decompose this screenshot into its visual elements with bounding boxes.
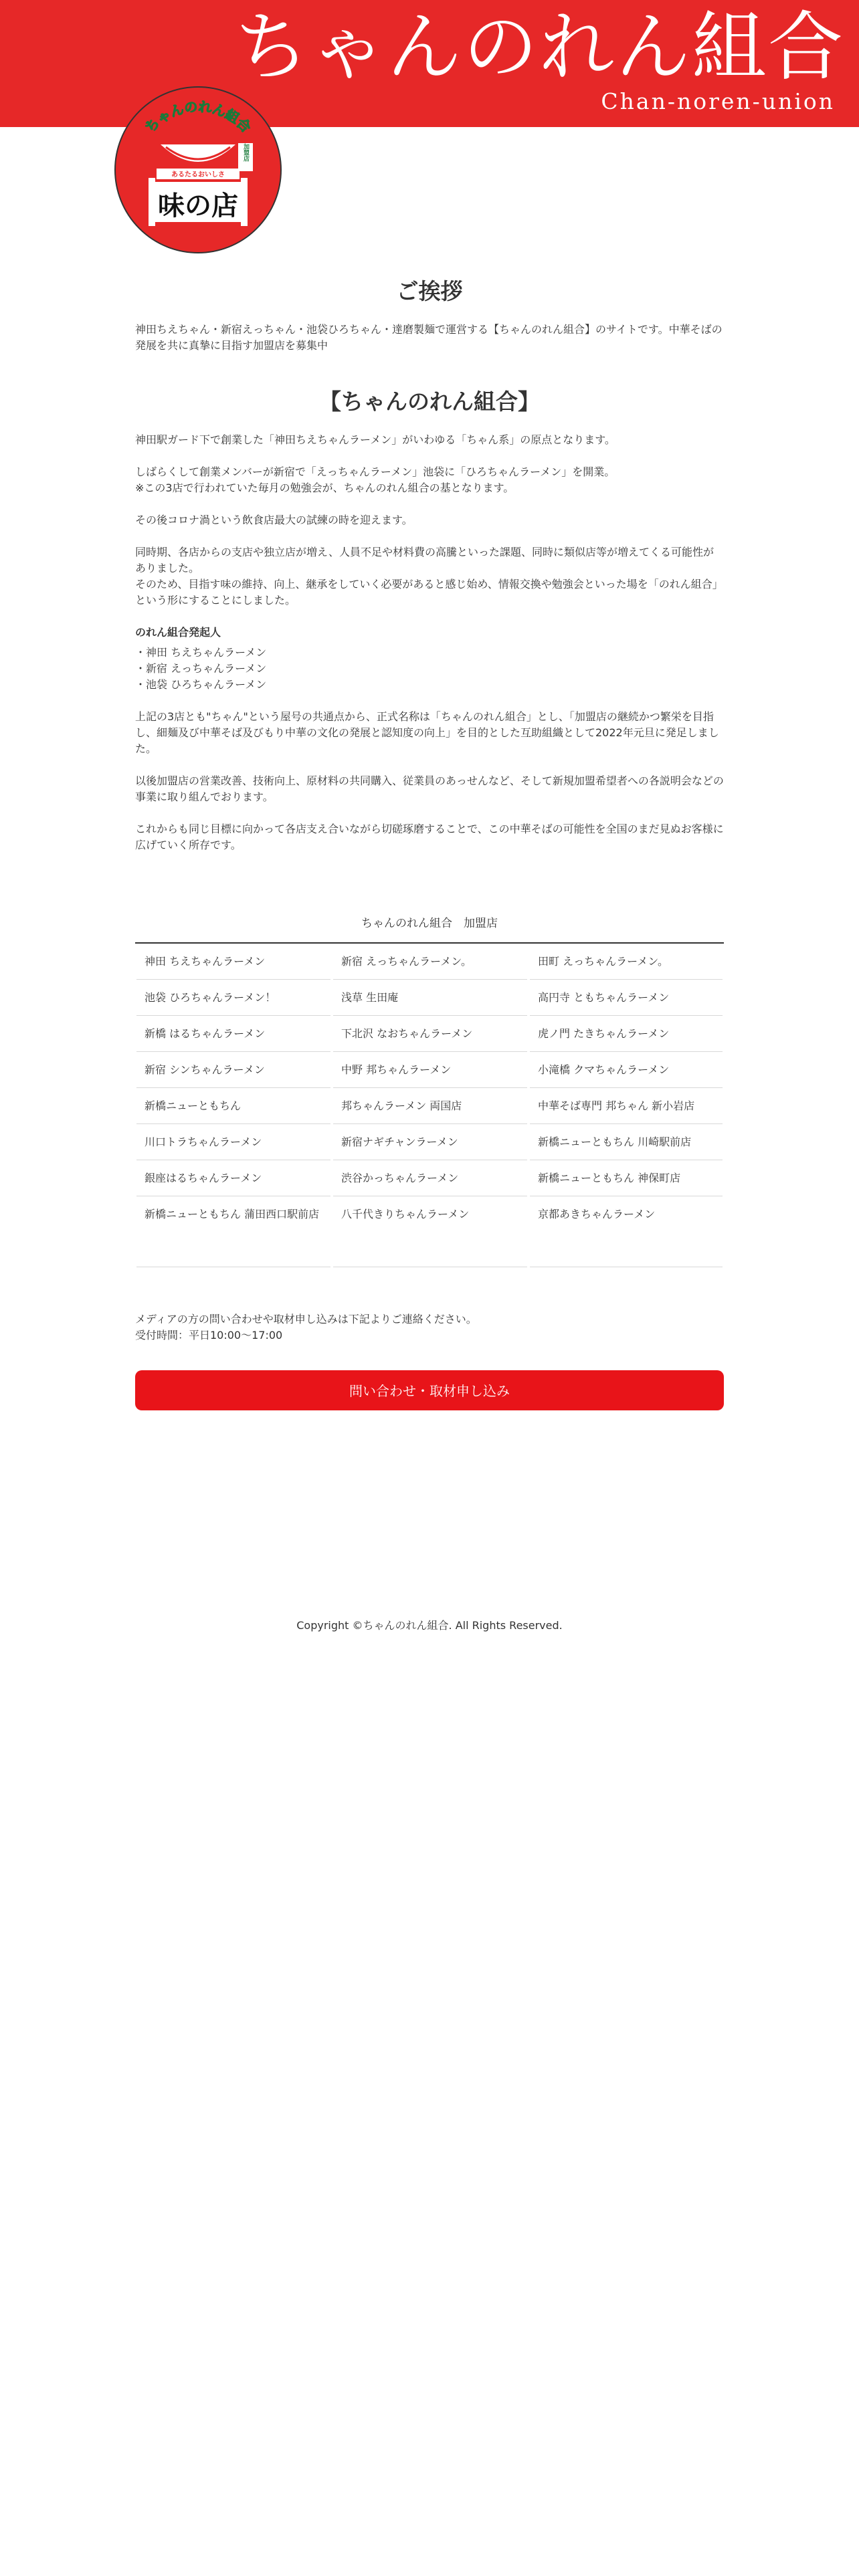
- member-shop: 八千代きりちゃんラーメン: [333, 1196, 527, 1267]
- about-paragraph: しばらくして創業メンバーが新宿で「えっちゃんラーメン」池袋に「ひろちゃんラーメン」を開業。: [135, 465, 615, 478]
- member-shop: 京都あきちゃんラーメン: [530, 1196, 723, 1267]
- logo-main-text: 味の店: [158, 191, 238, 221]
- member-shop: 新橋 はるちゃんラーメン: [136, 1016, 330, 1052]
- members-title: ちゃんのれん組合 加盟店: [135, 914, 724, 944]
- shop-logo: [114, 86, 282, 254]
- contact-hours: 受付時間：平日10:00〜17:00: [135, 1329, 283, 1341]
- greeting-title: ご挨拶: [396, 278, 463, 304]
- about-paragraph: その後コロナ渦という飲食店最大の試練の時を迎えます。: [135, 514, 413, 526]
- member-shop: 邦ちゃんラーメン 両国店: [333, 1088, 527, 1124]
- contact-text: メディアの方の問い合わせや取材申し込みは下記よりご連絡ください。: [135, 1313, 477, 1325]
- member-shop: 神田 ちえちゃんラーメン: [136, 944, 330, 980]
- member-shop: 銀座はるちゃんラーメン: [136, 1160, 330, 1196]
- site-subtitle: Chan-noren-union: [601, 88, 835, 114]
- about-paragraph: 同時期、各店からの支店や独立店が増え、人員不足や材料費の高騰といった課題、同時に類似店等が増えてくる可能性がありました。: [135, 546, 714, 574]
- founders-title: のれん組合発起人: [135, 626, 221, 639]
- member-shop: 新橋ニューともちん: [136, 1088, 330, 1124]
- about-paragraph: そのため、目指す味の維持、向上、継承をしていく必要があると感じ始め、情報交換や勉強会といった場を「のれん組合」という形にすることにしました。: [135, 578, 723, 607]
- footer-copyright: Copyright ©ちゃんのれん組合. All Rights Reserved.: [296, 1619, 563, 1632]
- members-section: [135, 914, 724, 1267]
- founder-item: ・神田 ちえちゃんラーメン: [135, 646, 267, 659]
- member-shop: 高円寺 ともちゃんラーメン: [530, 980, 723, 1016]
- member-shop: 渋谷かっちゃんラーメン: [333, 1160, 527, 1196]
- about-title: 【ちゃんのれん組合】: [319, 389, 540, 415]
- member-shop: 新宿 えっちゃんラーメン。: [333, 944, 527, 980]
- member-shop: 新宿 シンちゃんラーメン: [136, 1052, 330, 1088]
- member-shop: 新宿ナギチャンラーメン: [333, 1124, 527, 1160]
- member-shop: 虎ノ門 たきちゃんラーメン: [530, 1016, 723, 1052]
- about-paragraph: 上記の3店とも"ちゃん"という屋号の共通点から、正式名称は「ちゃんのれん組合」とし、「加盟店の継続かつ繁栄を目指し、細麺及び中華そば及びもり中華の文化の発展と認知度の向上」を目的とした互助組織として2022年元旦に発足しました。: [135, 710, 719, 755]
- member-shop: 浅草 生田庵: [333, 980, 527, 1016]
- contact-section: [135, 1311, 724, 1410]
- about-paragraph: 神田駅ガード下で創業した「神田ちえちゃんラーメン」がいわゆる「ちゃん系」の原点となります。: [135, 433, 615, 446]
- logo-badge-text: 加盟店: [242, 143, 249, 162]
- member-shop: 池袋 ひろちゃんラーメン！: [136, 980, 330, 1016]
- founder-item: ・新宿 えっちゃんラーメン: [135, 662, 267, 675]
- member-shop: 田町 えっちゃんラーメン。: [530, 944, 723, 980]
- members-grid: [135, 944, 724, 1267]
- member-shop: 川口トラちゃんラーメン: [136, 1124, 330, 1160]
- member-shop: 新橋ニューともちん 川崎駅前店: [530, 1124, 723, 1160]
- founder-item: ・池袋 ひろちゃんラーメン: [135, 678, 267, 691]
- logo-small-text: あるたるおいしさ: [171, 171, 225, 179]
- site-title: ちゃんのれん組合: [234, 4, 844, 91]
- contact-button[interactable]: 問い合わせ・取材申し込み: [135, 1370, 724, 1410]
- member-shop: 新橋ニューともちん 神保町店: [530, 1160, 723, 1196]
- member-shop: 新橋ニューともちん 蒲田西口駅前店: [136, 1196, 330, 1267]
- greeting-body: 神田ちえちゃん・新宿えっちゃん・池袋ひろちゃん・達磨製麺で運営する【ちゃんのれん組合】のサイトです。中華そばの発展を共に真摯に目指す加盟店を募集中: [135, 323, 723, 352]
- about-paragraph: 以後加盟店の営業改善、技術向上、原材料の共同購入、従業員のあっせんなど、そして新規加盟希望者への各説明会などの事業に取り組んでおります。: [135, 774, 724, 803]
- member-shop: 下北沢 なおちゃんラーメン: [333, 1016, 527, 1052]
- member-shop: 中華そば専門 邦ちゃん 新小岩店: [530, 1088, 723, 1124]
- member-shop: 中野 邦ちゃんラーメン: [333, 1052, 527, 1088]
- about-paragraph: ※この3店で行われていた毎月の勉強会が、ちゃんのれん組合の基となります。: [135, 481, 514, 494]
- member-shop: 小滝橋 クマちゃんラーメン: [530, 1052, 723, 1088]
- logo-arc-text: ちゃんのれん組合: [142, 98, 254, 136]
- main-content: [135, 254, 724, 1410]
- about-paragraph: これからも同じ目標に向かって各店支え合いながら切磋琢磨することで、この中華そばの可能性を全国のまだ見ぬお客様に広げていく所存です。: [135, 823, 724, 851]
